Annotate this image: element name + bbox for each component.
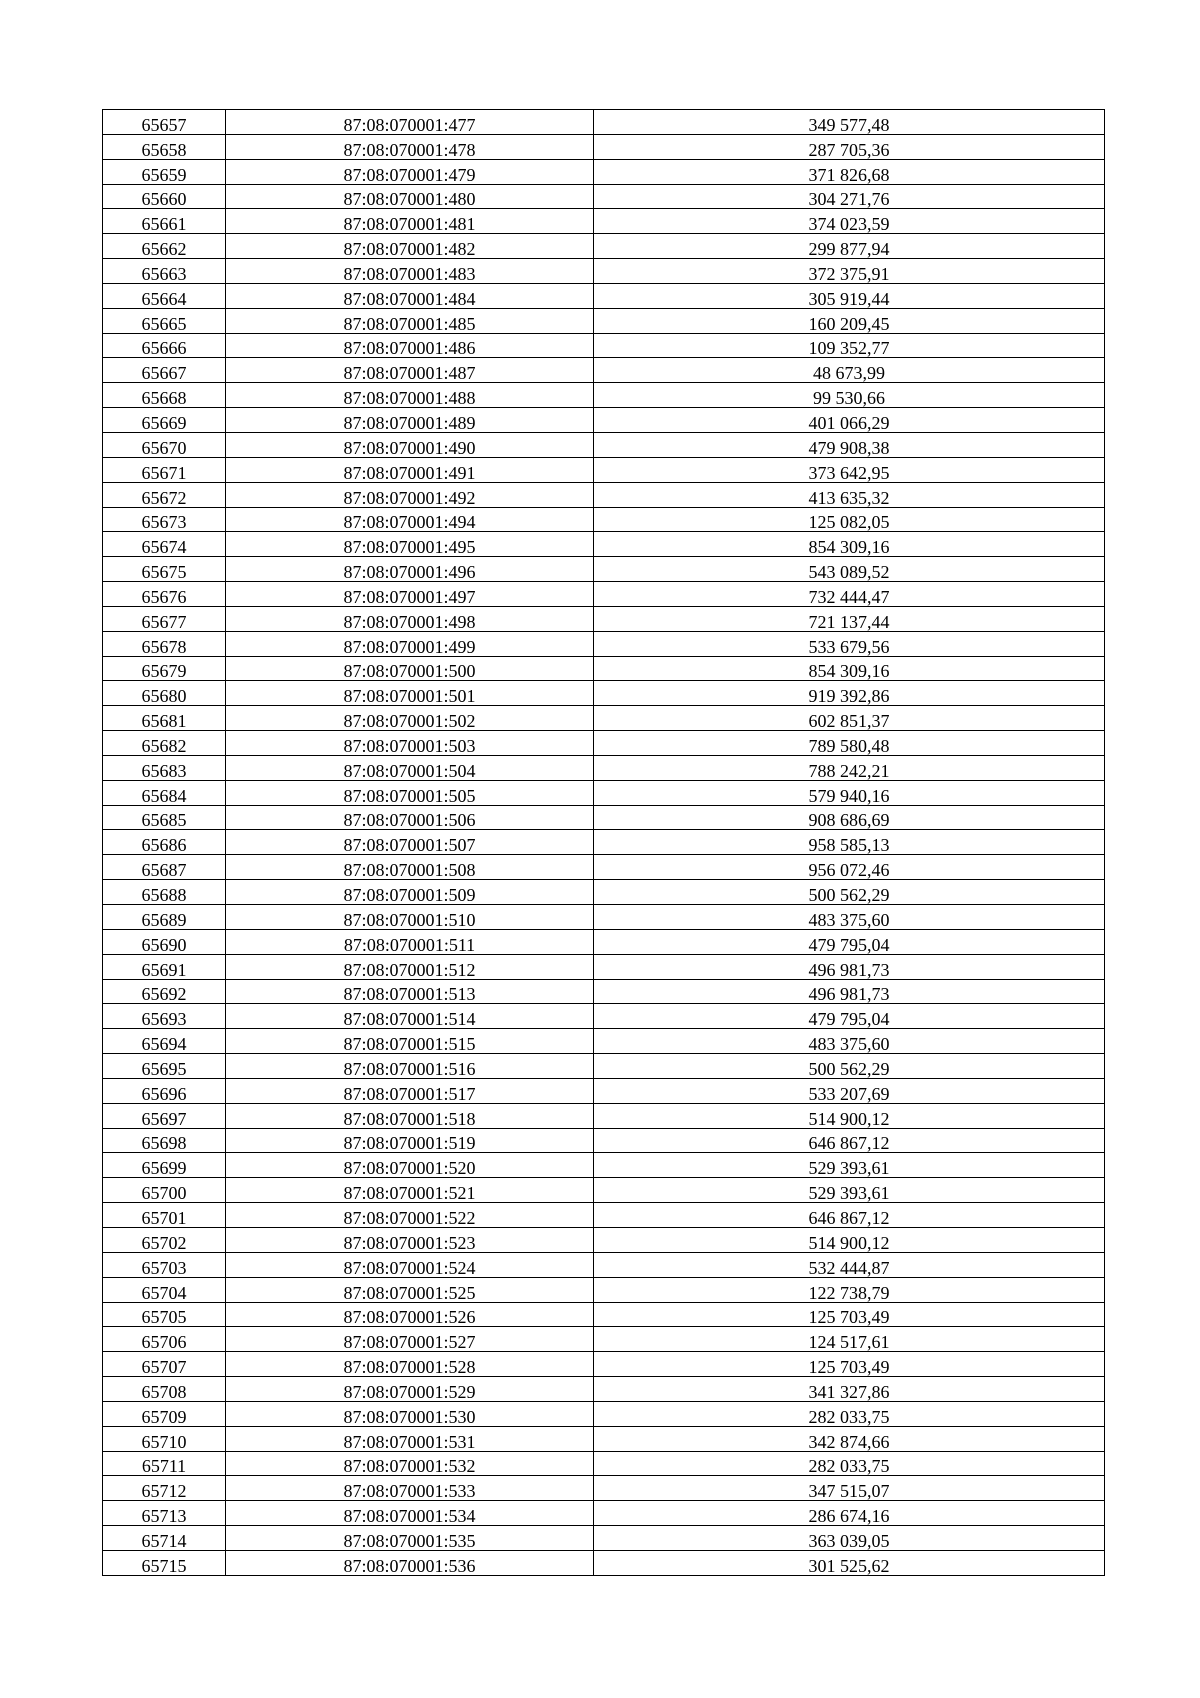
row-number-cell: 65682 [103,731,226,756]
row-number-cell: 65701 [103,1203,226,1228]
value-cell: 401 066,29 [594,408,1105,433]
cadastral-number-cell: 87:08:070001:478 [226,134,594,159]
value-cell: 109 352,77 [594,333,1105,358]
row-number-cell: 65681 [103,706,226,731]
row-number-cell: 65673 [103,507,226,532]
value-cell: 483 375,60 [594,905,1105,930]
row-number-cell: 65707 [103,1352,226,1377]
cadastral-number-cell: 87:08:070001:523 [226,1227,594,1252]
cadastral-number-cell: 87:08:070001:529 [226,1377,594,1402]
value-cell: 908 686,69 [594,805,1105,830]
value-cell: 500 562,29 [594,880,1105,905]
cadastral-number-cell: 87:08:070001:530 [226,1401,594,1426]
value-cell: 646 867,12 [594,1128,1105,1153]
row-number-cell: 65661 [103,209,226,234]
table-row [103,830,1105,855]
cadastral-number-cell: 87:08:070001:511 [226,929,594,954]
table-row [103,1377,1105,1402]
table-row [103,1203,1105,1228]
row-number-cell: 65709 [103,1401,226,1426]
table-row [103,954,1105,979]
value-cell: 363 039,05 [594,1526,1105,1551]
table-row [103,1004,1105,1029]
value-cell: 789 580,48 [594,731,1105,756]
row-number-cell: 65668 [103,383,226,408]
cadastral-number-cell: 87:08:070001:486 [226,333,594,358]
row-number-cell: 65686 [103,830,226,855]
table-row [103,209,1105,234]
value-cell: 413 635,32 [594,482,1105,507]
row-number-cell: 65678 [103,631,226,656]
row-number-cell: 65679 [103,656,226,681]
table-row [103,432,1105,457]
cadastral-number-cell: 87:08:070001:525 [226,1277,594,1302]
row-number-cell: 65714 [103,1526,226,1551]
value-cell: 305 919,44 [594,283,1105,308]
table-row [103,358,1105,383]
row-number-cell: 65711 [103,1451,226,1476]
cadastral-number-cell: 87:08:070001:533 [226,1476,594,1501]
table-row [103,408,1105,433]
row-number-cell: 65706 [103,1327,226,1352]
row-number-cell: 65705 [103,1302,226,1327]
row-number-cell: 65663 [103,259,226,284]
value-cell: 500 562,29 [594,1054,1105,1079]
table-row [103,1426,1105,1451]
table-row [103,929,1105,954]
value-cell: 732 444,47 [594,582,1105,607]
row-number-cell: 65708 [103,1377,226,1402]
row-number-cell: 65671 [103,457,226,482]
cadastral-number-cell: 87:08:070001:484 [226,283,594,308]
cadastral-number-cell: 87:08:070001:518 [226,1103,594,1128]
value-cell: 602 851,37 [594,706,1105,731]
table-row [103,731,1105,756]
cadastral-value-table [102,109,1105,1576]
table-row [103,780,1105,805]
row-number-cell: 65684 [103,780,226,805]
table-row [103,1103,1105,1128]
value-cell: 479 908,38 [594,432,1105,457]
cadastral-number-cell: 87:08:070001:503 [226,731,594,756]
table-row [103,805,1105,830]
table-row [103,259,1105,284]
cadastral-number-cell: 87:08:070001:527 [226,1327,594,1352]
table-row [103,606,1105,631]
cadastral-number-cell: 87:08:070001:532 [226,1451,594,1476]
table-row [103,283,1105,308]
cadastral-number-cell: 87:08:070001:501 [226,681,594,706]
row-number-cell: 65664 [103,283,226,308]
cadastral-number-cell: 87:08:070001:504 [226,755,594,780]
row-number-cell: 65703 [103,1252,226,1277]
row-number-cell: 65693 [103,1004,226,1029]
cadastral-number-cell: 87:08:070001:524 [226,1252,594,1277]
value-cell: 958 585,13 [594,830,1105,855]
table-row [103,1054,1105,1079]
value-cell: 919 392,86 [594,681,1105,706]
cadastral-number-cell: 87:08:070001:482 [226,234,594,259]
cadastral-number-cell: 87:08:070001:517 [226,1078,594,1103]
value-cell: 287 705,36 [594,134,1105,159]
cadastral-number-cell: 87:08:070001:491 [226,457,594,482]
value-cell: 125 082,05 [594,507,1105,532]
row-number-cell: 65715 [103,1550,226,1575]
cadastral-number-cell: 87:08:070001:499 [226,631,594,656]
row-number-cell: 65675 [103,557,226,582]
value-cell: 854 309,16 [594,656,1105,681]
table-row [103,1451,1105,1476]
value-cell: 721 137,44 [594,606,1105,631]
cadastral-number-cell: 87:08:070001:521 [226,1178,594,1203]
row-number-cell: 65698 [103,1128,226,1153]
row-number-cell: 65712 [103,1476,226,1501]
table-row [103,184,1105,209]
table-row [103,1128,1105,1153]
cadastral-number-cell: 87:08:070001:534 [226,1501,594,1526]
value-cell: 125 703,49 [594,1352,1105,1377]
row-number-cell: 65704 [103,1277,226,1302]
row-number-cell: 65667 [103,358,226,383]
value-cell: 479 795,04 [594,1004,1105,1029]
cadastral-number-cell: 87:08:070001:497 [226,582,594,607]
value-cell: 529 393,61 [594,1178,1105,1203]
value-cell: 956 072,46 [594,855,1105,880]
table-row [103,1078,1105,1103]
cadastral-number-cell: 87:08:070001:510 [226,905,594,930]
table-row [103,333,1105,358]
row-number-cell: 65700 [103,1178,226,1203]
table-row [103,308,1105,333]
value-cell: 496 981,73 [594,979,1105,1004]
cadastral-number-cell: 87:08:070001:508 [226,855,594,880]
table-row [103,1153,1105,1178]
table-row [103,1476,1105,1501]
table-row [103,1526,1105,1551]
row-number-cell: 65697 [103,1103,226,1128]
table-row [103,1252,1105,1277]
table-row [103,1029,1105,1054]
cadastral-number-cell: 87:08:070001:483 [226,259,594,284]
cadastral-number-cell: 87:08:070001:507 [226,830,594,855]
value-cell: 282 033,75 [594,1451,1105,1476]
value-cell: 299 877,94 [594,234,1105,259]
table-row [103,656,1105,681]
table-row [103,1501,1105,1526]
table-row [103,1550,1105,1575]
row-number-cell: 65687 [103,855,226,880]
table-row [103,1302,1105,1327]
row-number-cell: 65666 [103,333,226,358]
table-row [103,457,1105,482]
cadastral-number-cell: 87:08:070001:515 [226,1029,594,1054]
value-cell: 371 826,68 [594,159,1105,184]
row-number-cell: 65691 [103,954,226,979]
cadastral-number-cell: 87:08:070001:500 [226,656,594,681]
cadastral-number-cell: 87:08:070001:487 [226,358,594,383]
cadastral-number-cell: 87:08:070001:494 [226,507,594,532]
value-cell: 124 517,61 [594,1327,1105,1352]
value-cell: 514 900,12 [594,1227,1105,1252]
cadastral-number-cell: 87:08:070001:490 [226,432,594,457]
value-cell: 372 375,91 [594,259,1105,284]
cadastral-number-cell: 87:08:070001:481 [226,209,594,234]
cadastral-number-cell: 87:08:070001:477 [226,110,594,135]
cadastral-number-cell: 87:08:070001:498 [226,606,594,631]
cadastral-number-cell: 87:08:070001:492 [226,482,594,507]
row-number-cell: 65694 [103,1029,226,1054]
value-cell: 122 738,79 [594,1277,1105,1302]
cadastral-number-cell: 87:08:070001:519 [226,1128,594,1153]
cadastral-number-cell: 87:08:070001:516 [226,1054,594,1079]
table-row [103,557,1105,582]
row-number-cell: 65659 [103,159,226,184]
cadastral-number-cell: 87:08:070001:528 [226,1352,594,1377]
row-number-cell: 65676 [103,582,226,607]
value-cell: 304 271,76 [594,184,1105,209]
row-number-cell: 65690 [103,929,226,954]
table-row [103,1327,1105,1352]
row-number-cell: 65702 [103,1227,226,1252]
value-cell: 579 940,16 [594,780,1105,805]
value-cell: 342 874,66 [594,1426,1105,1451]
table-row [103,110,1105,135]
table-row [103,905,1105,930]
row-number-cell: 65677 [103,606,226,631]
cadastral-number-cell: 87:08:070001:485 [226,308,594,333]
cadastral-number-cell: 87:08:070001:488 [226,383,594,408]
cadastral-number-cell: 87:08:070001:496 [226,557,594,582]
table-row [103,1178,1105,1203]
row-number-cell: 65672 [103,482,226,507]
table-row [103,755,1105,780]
value-cell: 483 375,60 [594,1029,1105,1054]
value-cell: 374 023,59 [594,209,1105,234]
row-number-cell: 65699 [103,1153,226,1178]
cadastral-number-cell: 87:08:070001:480 [226,184,594,209]
table-row [103,631,1105,656]
value-cell: 646 867,12 [594,1203,1105,1228]
cadastral-number-cell: 87:08:070001:514 [226,1004,594,1029]
table-row [103,532,1105,557]
value-cell: 514 900,12 [594,1103,1105,1128]
table-row [103,1277,1105,1302]
table-body [103,110,1105,1576]
cadastral-number-cell: 87:08:070001:513 [226,979,594,1004]
table-row [103,134,1105,159]
row-number-cell: 65662 [103,234,226,259]
row-number-cell: 65670 [103,432,226,457]
row-number-cell: 65696 [103,1078,226,1103]
row-number-cell: 65665 [103,308,226,333]
table-row [103,234,1105,259]
cadastral-number-cell: 87:08:070001:536 [226,1550,594,1575]
cadastral-number-cell: 87:08:070001:479 [226,159,594,184]
table-row [103,582,1105,607]
value-cell: 533 679,56 [594,631,1105,656]
table-row [103,979,1105,1004]
table-row [103,482,1105,507]
row-number-cell: 65683 [103,755,226,780]
table-row [103,1352,1105,1377]
value-cell: 301 525,62 [594,1550,1105,1575]
value-cell: 125 703,49 [594,1302,1105,1327]
row-number-cell: 65685 [103,805,226,830]
value-cell: 341 327,86 [594,1377,1105,1402]
table-row [103,159,1105,184]
value-cell: 282 033,75 [594,1401,1105,1426]
table-row [103,1227,1105,1252]
value-cell: 286 674,16 [594,1501,1105,1526]
row-number-cell: 65688 [103,880,226,905]
cadastral-number-cell: 87:08:070001:495 [226,532,594,557]
table-row [103,855,1105,880]
value-cell: 529 393,61 [594,1153,1105,1178]
row-number-cell: 65695 [103,1054,226,1079]
value-cell: 532 444,87 [594,1252,1105,1277]
row-number-cell: 65689 [103,905,226,930]
cadastral-number-cell: 87:08:070001:531 [226,1426,594,1451]
row-number-cell: 65669 [103,408,226,433]
cadastral-number-cell: 87:08:070001:502 [226,706,594,731]
cadastral-number-cell: 87:08:070001:520 [226,1153,594,1178]
cadastral-number-cell: 87:08:070001:506 [226,805,594,830]
value-cell: 99 530,66 [594,383,1105,408]
value-cell: 373 642,95 [594,457,1105,482]
cadastral-number-cell: 87:08:070001:535 [226,1526,594,1551]
row-number-cell: 65658 [103,134,226,159]
cadastral-number-cell: 87:08:070001:505 [226,780,594,805]
row-number-cell: 65657 [103,110,226,135]
value-cell: 160 209,45 [594,308,1105,333]
value-cell: 533 207,69 [594,1078,1105,1103]
row-number-cell: 65692 [103,979,226,1004]
cadastral-number-cell: 87:08:070001:509 [226,880,594,905]
value-cell: 347 515,07 [594,1476,1105,1501]
value-cell: 788 242,21 [594,755,1105,780]
row-number-cell: 65713 [103,1501,226,1526]
cadastral-number-cell: 87:08:070001:526 [226,1302,594,1327]
row-number-cell: 65680 [103,681,226,706]
row-number-cell: 65710 [103,1426,226,1451]
value-cell: 543 089,52 [594,557,1105,582]
value-cell: 349 577,48 [594,110,1105,135]
value-cell: 48 673,99 [594,358,1105,383]
value-cell: 854 309,16 [594,532,1105,557]
table-row [103,507,1105,532]
row-number-cell: 65660 [103,184,226,209]
cadastral-number-cell: 87:08:070001:489 [226,408,594,433]
cadastral-number-cell: 87:08:070001:512 [226,954,594,979]
cadastral-number-cell: 87:08:070001:522 [226,1203,594,1228]
table-row [103,706,1105,731]
table-row [103,880,1105,905]
row-number-cell: 65674 [103,532,226,557]
table-row [103,383,1105,408]
value-cell: 479 795,04 [594,929,1105,954]
table-row [103,1401,1105,1426]
value-cell: 496 981,73 [594,954,1105,979]
table-row [103,681,1105,706]
